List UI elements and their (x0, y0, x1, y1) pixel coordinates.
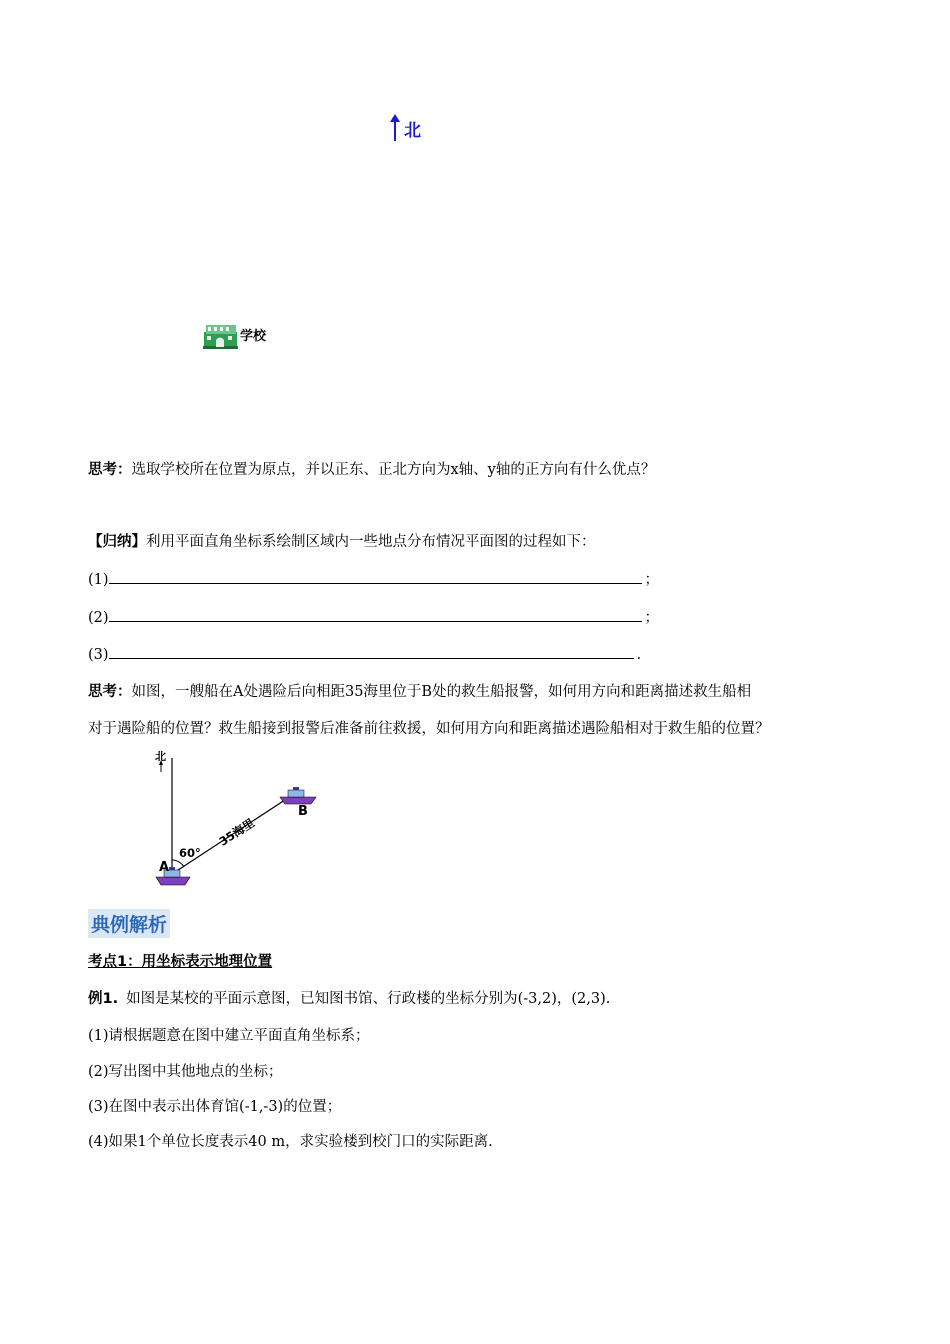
example-question (88, 1060, 283, 1081)
north-indicator (388, 113, 438, 143)
point-title (88, 950, 272, 971)
summary-item-end: ； (644, 572, 660, 588)
think-text-line2: 对于遇险船的位置？救生船接到报警后准备前往救援，如何用方向和距离描述遇险船相对于救生船的位置？ (88, 721, 770, 737)
school-label: 学校 (240, 329, 267, 344)
school-building-icon (203, 320, 239, 350)
summary-lead: 【归纳】 (88, 534, 146, 550)
example-question-text: (4)如果1个单位长度表示40 m，求实验楼到校门口的实际距离. (88, 1134, 493, 1150)
angle-label: 60° (179, 846, 201, 860)
think-lead: 思考： (88, 462, 132, 478)
fill-in-blank[interactable] (109, 607, 642, 622)
ship-rescue-figure (150, 748, 330, 890)
summary-heading (88, 530, 596, 551)
ship-b-icon (280, 787, 316, 804)
point-a-label: A (159, 860, 170, 875)
figure-north-label: 北 (155, 750, 166, 763)
example-text: 如图是某校的平面示意图，已知图书馆、行政楼的坐标分别为(-3,2)，(2,3). (126, 991, 611, 1007)
fill-in-blank[interactable] (109, 569, 642, 584)
summary-item (88, 606, 659, 627)
think-text: 选取学校所在位置为原点，并以正东、正北方向为x轴、y轴的正方向有什么优点？ (131, 462, 656, 478)
summary-item-end: . (636, 647, 642, 663)
summary-item-number: (1) (88, 572, 109, 588)
point-b-label: B (298, 804, 308, 819)
summary-item (88, 644, 641, 663)
example-question-text: (1)请根据题意在图中建立平面直角坐标系； (88, 1028, 370, 1044)
section-title: 典例解析 (88, 909, 170, 938)
example-question (88, 1130, 493, 1151)
example-lead: 例1. (88, 991, 119, 1007)
example-question (88, 1095, 341, 1116)
point-title-text: 考点1：用坐标表示地理位置 (88, 954, 273, 970)
distance-label: 35海里 (216, 815, 257, 849)
summary-text: 利用平面直角坐标系绘制区域内一些地点分布情况平面图的过程如下： (146, 534, 596, 550)
think-lead: 思考： (88, 684, 132, 700)
summary-item-end: ； (644, 610, 660, 626)
think-text-line1: 如图，一艘船在A处遇险后向相距35海里位于B处的救生船报警，如何用方向和距离描述救生船相 (131, 684, 752, 700)
angle-arc (172, 860, 184, 867)
school-marker (203, 320, 283, 352)
example-question-text: (2)写出图中其他地点的坐标； (88, 1064, 283, 1080)
example-question (88, 1024, 370, 1045)
think-question-2 (88, 680, 751, 701)
example-1 (88, 987, 610, 1008)
summary-item-number: (2) (88, 610, 109, 626)
north-label: 北 (404, 121, 421, 141)
north-arrow-icon (388, 113, 402, 143)
summary-item (88, 568, 659, 589)
fill-in-blank[interactable] (109, 644, 634, 659)
think-question-2-cont (88, 717, 770, 738)
summary-item-number: (3) (88, 647, 109, 663)
example-question-text: (3)在图中表示出体育馆(-1,-3)的位置； (88, 1099, 342, 1115)
think-question-1 (88, 458, 655, 479)
